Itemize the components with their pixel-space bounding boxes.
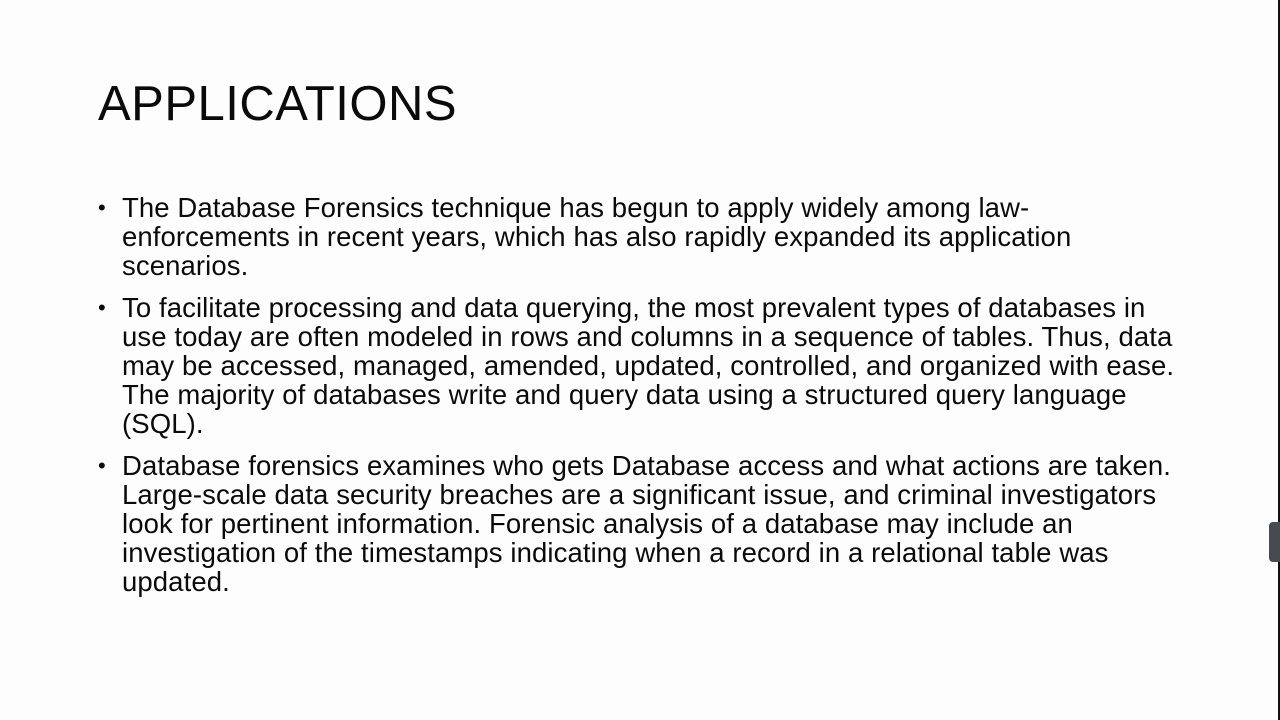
bullet-item [98,193,1188,280]
bullet-marker-icon: • [98,195,106,220]
bullet-text: To facilitate processing and data querying, the most prevalent types of databases in use today are often modeled in rows and columns in a sequence of tables. Thus, data may be accessed, managed, amended, updated, controlled, and organized with ease. The majority of databases write and query data using a structured query language (SQL). [122,292,1175,439]
bullet-list [98,193,1188,609]
slide-title: APPLICATIONS [98,77,458,131]
bullet-marker-icon: • [98,295,106,320]
bullet-text: Database forensics examines who gets Database access and what actions are taken. Large-scale data security breaches are a significant issue, and criminal investigators look for pertinent information. Forensic analysis of a database may include an investigation of the timestamps indicating when a record in a relational table was updated. [122,450,1171,597]
bullet-marker-icon: • [98,453,106,478]
bullet-item [98,451,1188,596]
bullet-text: The Database Forensics technique has begun to apply widely among law-enforcements in recent years, which has also rapidly expanded its application scenarios. [122,192,1072,281]
panel-handle-icon[interactable] [1269,522,1280,562]
bullet-item [98,293,1188,438]
